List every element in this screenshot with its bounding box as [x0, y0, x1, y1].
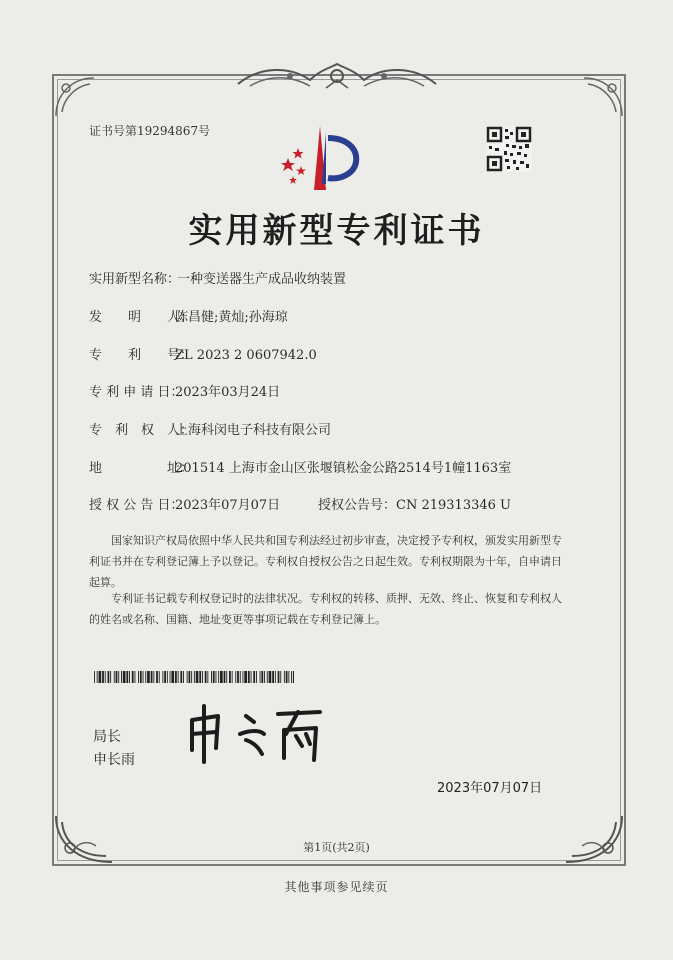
field-value: 上海科闵电子科技有限公司	[175, 423, 332, 438]
field-label: 专 利 申 请 日：	[89, 385, 184, 400]
field-value: ZL 2023 2 0607942.0	[175, 348, 317, 363]
legal-paragraph: 国家知识产权局依照中华人民共和国专利法经过初步审查，决定授予专利权，颁发实用新型专利证书并在专利登记簿上予以登记。专利权自授权公告之日起生效。专利权期限为十年，自申请日起算。	[89, 534, 562, 589]
barcode-icon	[94, 671, 294, 683]
field-value: 一种变送器生产成品收纳装置	[177, 272, 347, 287]
field-label: 专 利 权 人：	[89, 423, 194, 438]
certificate-number: 证书号第19294867号	[89, 124, 211, 138]
field-value: 2023年07月07日	[175, 498, 281, 513]
footer-note: 其他事项参见续页	[284, 880, 389, 894]
director-name: 申长雨	[93, 752, 135, 768]
field-label: 专 利 号：	[89, 348, 194, 363]
field-address	[89, 457, 511, 476]
field-value: 2023年03月24日	[175, 385, 281, 400]
field-value: CN 219313346 U	[396, 498, 511, 513]
cnipa-logo-icon	[276, 120, 376, 192]
field-grant-announcement-number	[318, 494, 511, 513]
field-grant-date	[89, 494, 280, 513]
certificate-title: 实用新型专利证书	[188, 211, 485, 251]
field-utility-model-name	[89, 268, 346, 287]
field-patent-number	[89, 344, 317, 363]
signature-icon	[180, 700, 330, 764]
field-patentee	[89, 419, 331, 438]
field-label: 地 址：	[89, 461, 194, 476]
corner-ornament-icon	[52, 74, 98, 120]
qr-code-icon	[486, 126, 532, 172]
issue-date: 2023年07月07日	[437, 781, 543, 796]
field-value: 陈昌健;黄灿;孙海琼	[175, 310, 288, 325]
field-value: 201514 上海市金山区张堰镇松金公路2514号1幢1163室	[175, 461, 512, 476]
corner-ornament-icon	[580, 74, 626, 120]
top-ornament-icon	[230, 60, 444, 94]
field-application-date	[89, 381, 280, 400]
field-label: 发 明 人：	[89, 310, 194, 325]
page-number: 第1页(共2页)	[303, 841, 370, 854]
legal-paragraph: 专利证书记载专利权登记时的法律状况。专利权的转移、质押、无效、终止、恢复和专利权人的姓名或名称、国籍、地址变更等事项记载在专利登记簿上。	[89, 592, 562, 626]
field-label: 授权公告号：	[318, 498, 397, 513]
field-label: 授 权 公 告 日：	[89, 498, 184, 513]
field-label: 实用新型名称：	[89, 272, 181, 287]
field-inventor	[89, 306, 288, 325]
director-title: 局长	[93, 729, 121, 745]
